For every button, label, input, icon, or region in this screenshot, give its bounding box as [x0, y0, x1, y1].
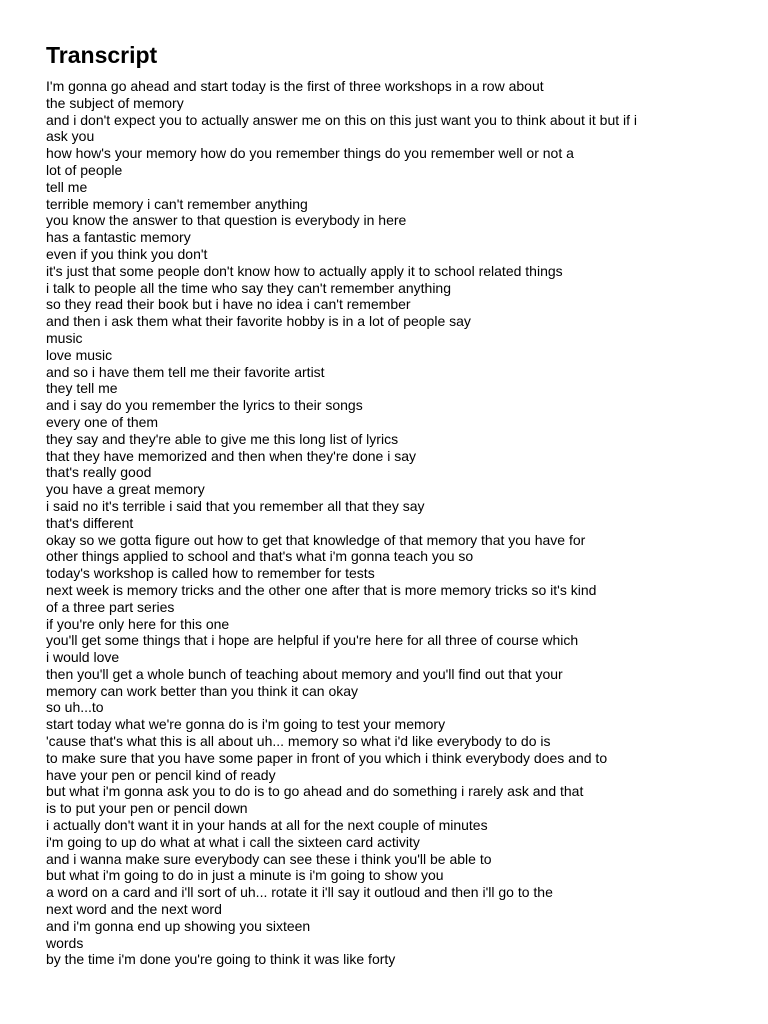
transcript-line: that's really good [46, 464, 152, 481]
transcript-line: other things applied to school and that's what i'm gonna teach you so [46, 548, 474, 565]
transcript-line: by the time i'm done you're going to think it was like forty [46, 951, 396, 968]
transcript-line: every one of them [46, 413, 159, 430]
transcript-line: if you're only here for this one [46, 615, 230, 632]
transcript-line: and i'm gonna end up showing you sixteen [46, 917, 311, 934]
transcript-line: but what i'm going to do in just a minute is i'm going to show you [46, 867, 444, 884]
transcript-line: i would love [46, 649, 120, 666]
page-title: Transcript [46, 42, 158, 68]
transcript-line: and i wanna make sure everybody can see these i think you'll be able to [46, 850, 492, 867]
transcript-line: i said no it's terrible i said that you remember all that they say [46, 497, 425, 514]
transcript-line: the subject of memory [46, 94, 184, 111]
transcript-line: you'll get some things that i hope are helpful if you're here for all three of course which [46, 632, 579, 649]
transcript-line: today's workshop is called how to remember for tests [46, 565, 375, 582]
transcript-line: then you'll get a whole bunch of teaching about memory and you'll find out that your [46, 665, 563, 682]
transcript-line: next week is memory tricks and the other one after that is more memory tricks so it's kind [46, 581, 597, 598]
transcript-line: that they have memorized and then when they're done i say [46, 447, 417, 464]
transcript-line: tell me [46, 178, 88, 195]
transcript-line: so uh...to [46, 699, 104, 716]
transcript-line: next word and the next word [46, 901, 222, 918]
transcript-line: and so i have them tell me their favorite artist [46, 363, 325, 380]
transcript-line: i talk to people all the time who say they can't remember anything [46, 279, 451, 296]
transcript-line: i'm going to up do what at what i call the sixteen card activity [46, 833, 420, 850]
transcript-line: it's just that some people don't know how to actually apply it to school related things [46, 262, 563, 279]
transcript-line: of a three part series [46, 598, 175, 615]
transcript-line: and then i ask them what their favorite hobby is in a lot of people say [46, 313, 471, 330]
transcript-line: music [46, 329, 83, 346]
transcript-line: even if you think you don't [46, 245, 208, 262]
transcript-line: that's different [46, 514, 134, 531]
transcript-line: I'm gonna go ahead and start today is the first of three workshops in a row about [46, 78, 544, 94]
transcript-line: words [46, 934, 84, 951]
transcript-line: i actually don't want it in your hands at all for the next couple of minutes [46, 817, 488, 834]
transcript-line: 'cause that's what this is all about uh... memory so what i'd like everybody to do is [46, 733, 551, 750]
transcript-page [46, 40, 726, 968]
transcript-line: start today what we're gonna do is i'm going to test your memory [46, 716, 446, 733]
transcript-line: terrible memory i can't remember anything [46, 195, 308, 212]
transcript-line: lot of people [46, 161, 123, 178]
transcript-line: and i say do you remember the lyrics to their songs [46, 397, 363, 414]
transcript-line: love music [46, 346, 113, 363]
transcript-line: have your pen or pencil kind of ready [46, 766, 276, 783]
transcript-line: you have a great memory [46, 481, 205, 498]
transcript-line: they tell me [46, 380, 118, 397]
transcript-line: a word on a card and i'll sort of uh... rotate it i'll say it outloud and then i'll go to the [46, 884, 553, 901]
transcript-body [46, 78, 726, 968]
transcript-line: so they read their book but i have no idea i can't remember [46, 296, 411, 313]
transcript-line: okay so we gotta figure out how to get that knowledge of that memory that you have for [46, 531, 586, 548]
transcript-line: they say and they're able to give me this long list of lyrics [46, 430, 399, 447]
transcript-line: how how's your memory how do you remember things do you remember well or not a [46, 145, 574, 162]
transcript-line: you know the answer to that question is everybody in here [46, 212, 407, 229]
transcript-line: and i don't expect you to actually answer me on this on this just want you to think about it but if i [46, 111, 638, 128]
transcript-line: has a fantastic memory [46, 229, 191, 246]
transcript-line: memory can work better than you think it can okay [46, 682, 359, 699]
transcript-line: ask you [46, 128, 95, 145]
transcript-line: is to put your pen or pencil down [46, 800, 248, 817]
transcript-line: to make sure that you have some paper in front of you which i think everybody does and to [46, 749, 608, 766]
transcript-line: but what i'm gonna ask you to do is to go ahead and do something i rarely ask and that [46, 783, 584, 800]
